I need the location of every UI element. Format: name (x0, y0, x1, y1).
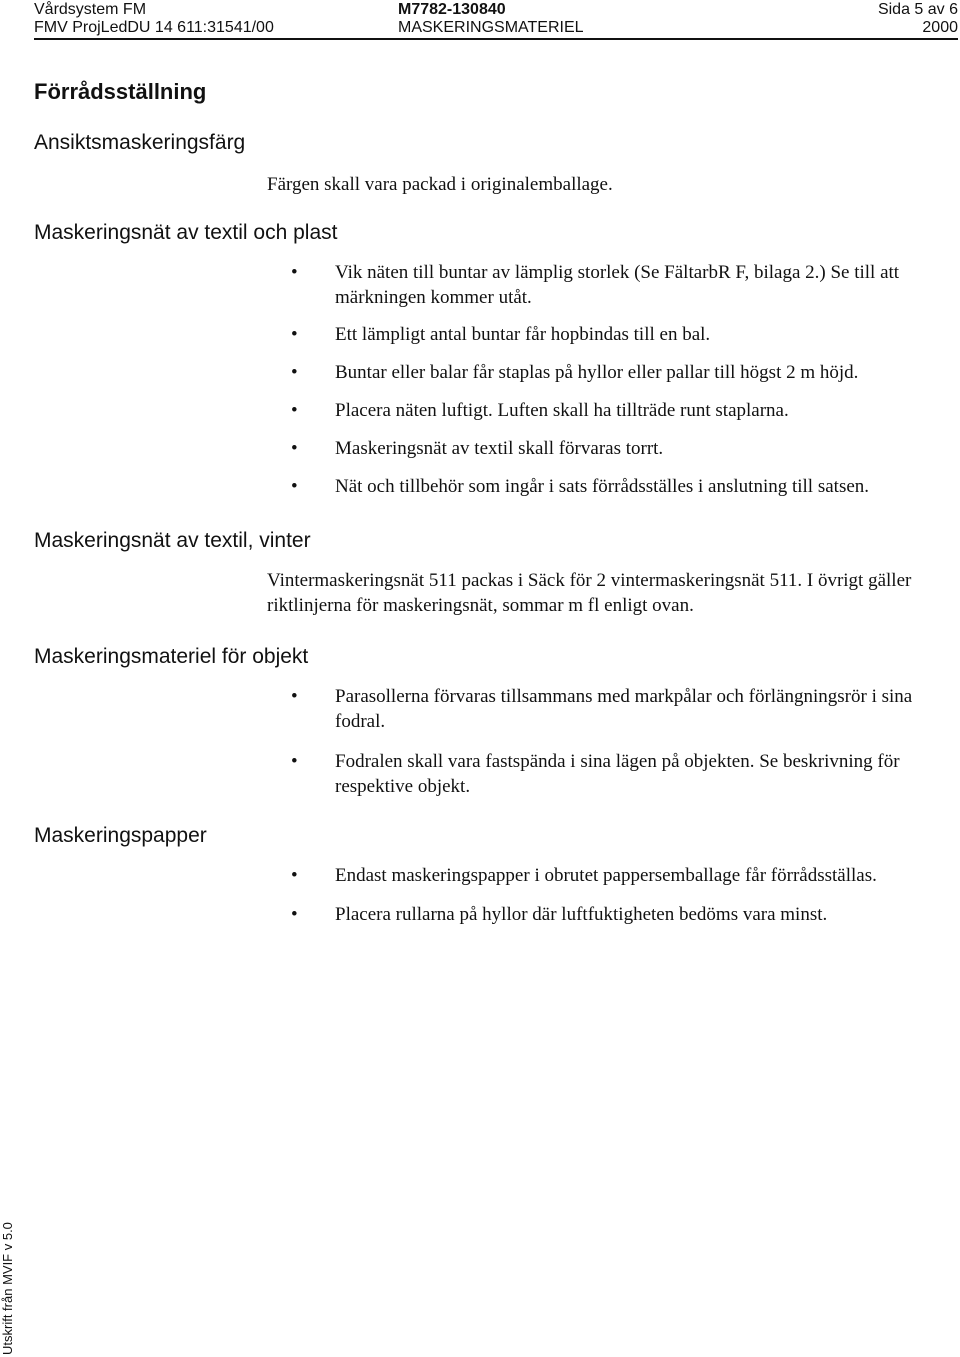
header-project-ref: FMV ProjLedDU 14 611:31541/00 (34, 19, 274, 36)
header-doc-number: M7782-130840 (398, 1, 506, 18)
bullet-list-papper (267, 863, 959, 927)
header-year: 2000 (922, 19, 958, 36)
list-item-text: Vik näten till buntar av lämplig storlek (Se FältarbR F, bilaga 2.) Se till att märkningen kommer utåt. (335, 262, 900, 308)
list-item (267, 436, 959, 461)
section-heading-papper: Maskeringspapper (34, 824, 207, 847)
header-page-number: Sida 5 av 6 (877, 1, 958, 18)
list-item (267, 863, 959, 888)
bullet-icon: • (291, 904, 298, 925)
bullet-icon: • (291, 438, 298, 459)
list-item-text: Buntar eller balar får staplas på hyllor eller pallar till högst 2 m höjd. (335, 362, 859, 383)
print-footer: Utskrift från MVIF v 5.0 (0, 1222, 15, 1355)
section-text-ansiktsmaskeringsfarg: Färgen skall vara packad i originalemballage. (267, 174, 613, 195)
list-item-text: Placera näten luftigt. Luften skall ha tillträde runt staplarna. (335, 400, 789, 421)
bullet-icon: • (291, 324, 298, 345)
list-item-text: Placera rullarna på hyllor där luftfuktigheten bedöms vara minst. (335, 904, 828, 925)
header-system-name: Vårdsystem FM (34, 1, 147, 18)
bullet-icon: • (291, 362, 298, 383)
list-item (267, 360, 959, 385)
bullet-icon: • (291, 686, 298, 707)
list-item-text: Ett lämpligt antal buntar får hopbindas till en bal. (335, 324, 711, 345)
list-item (267, 474, 959, 499)
header-divider (34, 38, 958, 40)
bullet-icon: • (291, 751, 298, 772)
bullet-list-textil-plast (267, 260, 959, 499)
bullet-icon: • (291, 262, 298, 283)
list-item (267, 398, 959, 423)
section-text-vinter: Vintermaskeringsnät 511 packas i Säck för 2 vintermaskeringsnät 511. I övrigt gäller riktlinjerna för maskeringsnät, sommar m fl enligt ovan. (267, 570, 912, 616)
list-item-text: Endast maskeringspapper i obrutet pappersemballage får förrådsställas. (335, 865, 877, 886)
section-heading-objekt: Maskeringsmateriel för objekt (34, 645, 309, 668)
list-item (267, 260, 959, 310)
section-heading-ansiktsmaskeringsfarg: Ansiktsmaskeringsfärg (34, 131, 246, 154)
list-item (267, 902, 959, 927)
list-item-text: Parasollerna förvaras tillsammans med markpålar och förlängningsrör i sina fodral. (335, 686, 913, 732)
list-item (267, 749, 959, 799)
bullet-list-objekt (267, 684, 959, 799)
bullet-icon: • (291, 400, 298, 421)
page-title: Förrådsställning (34, 79, 207, 104)
bullet-icon: • (291, 865, 298, 886)
list-item (267, 684, 959, 734)
list-item (267, 322, 959, 347)
header-doc-title: MASKERINGSMATERIEL (398, 19, 584, 36)
section-heading-vinter: Maskeringsnät av textil, vinter (34, 529, 311, 552)
section-heading-textil-plast: Maskeringsnät av textil och plast (34, 221, 338, 244)
list-item-text: Fodralen skall vara fastspända i sina lägen på objekten. Se beskrivning för respektive objekt. (335, 751, 900, 797)
list-item-text: Nät och tillbehör som ingår i sats förrådsställes i anslutning till satsen. (335, 476, 870, 497)
bullet-icon: • (291, 476, 298, 497)
list-item-text: Maskeringsnät av textil skall förvaras torrt. (335, 438, 664, 459)
